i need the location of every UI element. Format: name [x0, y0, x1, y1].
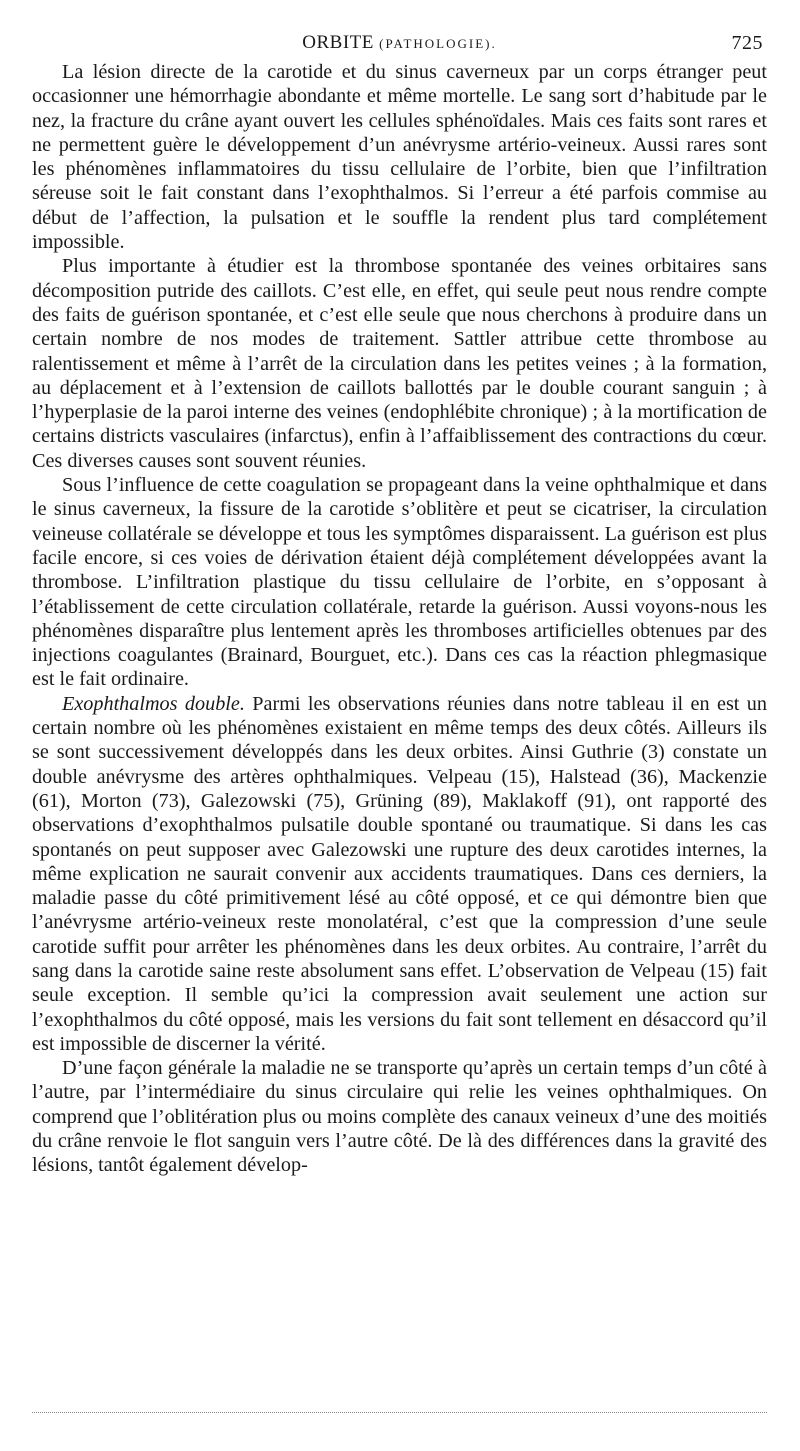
paragraph-5: D’une façon générale la maladie ne se transporte qu’après un certain temps d’un côté à l’autre, par l’intermédiaire du sinus circulaire qui relie les veines ophthalmiques. On comprend que l’oblitération plus ou moins complète des canaux veineux d’une des moitiés du crâne renvoie le flot sanguin vers l’autre côté. De là des différences dans la gravité des lésions, tantôt également dévelop- [32, 1057, 767, 1177]
paragraph-4-lead: Exophthalmos double. [62, 692, 245, 715]
paragraph-4 [32, 692, 767, 1056]
paragraph-3: Sous l’influence de cette coagulation se propageant dans la veine ophthalmique et dans le sinus caverneux, la fissure de la carotide s’oblitère et peut se cicatriser, la circulation veineuse collatérale se développe et tous les symptômes disparaissent. La guérison est plus facile encore, si ces voies de dérivation étaient déjà complétement développées avant la thrombose. L’infiltration plastique du tissu cellulaire de l’orbite, en s’opposant à l’établissement de cette circulation collatérale, retarde la guérison. Aussi voyons-nous les phénomènes disparaître plus lentement après les thromboses artificielles obtenues par des injections coagulantes (Brainard, Bourguet, etc.). Dans ces cas la réaction phlegmasique est le fait ordinaire. [32, 474, 767, 691]
page-number: 725 [731, 32, 763, 54]
document-page [32, 28, 767, 1178]
header-title [32, 32, 767, 54]
paragraph-2: Plus importante à étudier est la thrombose spontanée des veines orbitaires sans décomposition putride des caillots. C’est elle, en effet, qui seule peut nous rendre compte des faits de guérison spontanée, et c’est elle seule que nous cherchons à produire dans un certain nombre de nos modes de traitement. Sattler attribue cette thrombose au ralentissement et même à l’arrêt de la circulation dans les petites veines ; à la formation, au déplacement et à l’extension de caillots ballottés par le double courant sanguin ; à l’hyperplasie de la paroi interne des veines (endophlébite chronique) ; à la mortification de certains districts vasculaires (infarctus), enfin à l’affaiblissement des contractions du cœur. Ces diverses causes sont souvent réunies. [32, 255, 767, 472]
paragraph-1: La lésion directe de la carotide et du sinus caverneux par un corps étranger peut occasionner une hémorrhagie abondante et même mortelle. Le sang sort d’habitude par le nez, la fracture du crâne ayant ouvert les cellules sphénoïdales. Mais ces faits sont rares et ne permettent guère le développement d’un anévrysme artério-veineux. Aussi rares sont les phénomènes inflammatoires du tissu cellulaire de l’orbite, bien que l’infiltration séreuse soit le fait constant dans l’exophthalmos. Si l’erreur a été parfois commise au début de l’affection, la pulsation et le souffle la rendent plus tard complétement impossible. [32, 61, 767, 254]
paragraph-4-text: Parmi les observations réunies dans notre tableau il en est un certain nombre où les phénomènes existaient en même temps des deux côtés. Ailleurs ils se sont successivement développés dans les deux orbites. Ainsi Guthrie (3) constate un double anévrysme des artères ophthalmiques. Velpeau (15), Halstead (36), Mackenzie (61), Morton (73), Galezowski (75), Grüning (89), Maklakoff (91), ont rapporté des observations d’exophthalmos pulsatile double spontané ou traumatique. Si dans les cas spontanés on peut supposer avec Galezowski une rupture des deux carotides internes, la même explication ne saurait convenir aux accidents traumatiques. Dans ces derniers, la maladie passe du côté primitivement lésé au côté opposé, et ce qui démontre bien que l’anévrysme artério-veineux reste monolatéral, c’est que la compression d’une seule carotide suffit pour arrêter les phénomènes dans les deux orbites. Au contraire, l’arrêt du sang dans la carotide saine reste absolument sans effet. L’observation de Velpeau (15) fait seule exception. Il semble qu’ici la compression avait seulement une action sur l’exophthalmos du côté opposé, mais les versions du fait sont tellement en désaccord qu’il est impossible de discerner la vérité. [32, 692, 767, 1055]
header-title-main: ORBITE [302, 32, 374, 53]
running-header [32, 28, 767, 60]
footer-rule [32, 1412, 767, 1413]
header-title-sub: (PATHOLOGIE). [379, 36, 497, 51]
